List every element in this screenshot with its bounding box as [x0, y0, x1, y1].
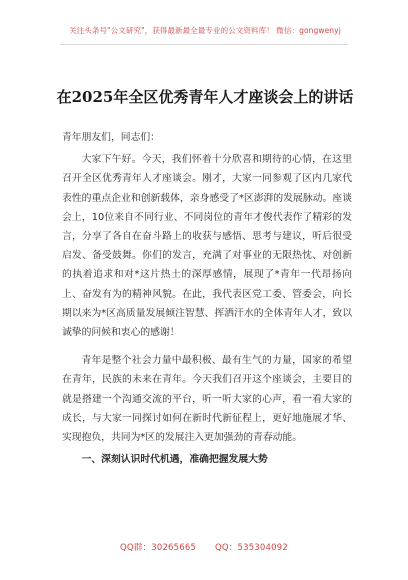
- body-paragraph-2: 青年是整个社会力量中最积极、最有生气的力量，国家的希望在青年，民族的未来在青年。今天我们召开这个座谈会，主要目的就是搭建一个沟通交流的平台，听一听大家的心声，看一看大家的成长，与大家一同探讨如何在新时代新征程上，更好地施展才华、实现抱负，共同为*区的发展注入更加强劲的青春动能。: [62, 355, 352, 444]
- document-body: [62, 128, 352, 469]
- section-heading: 一、深刻认识时代机遇，准确把握发展大势: [81, 454, 268, 466]
- body-paragraph-1: 大家下午好。今天，我们怀着十分欣喜和期待的心情，在这里召开全区优秀青年人才座谈会。刚才，大家一同参观了区内几家代表性的重点企业和创新载体，亲身感受了*区澎湃的发展脉动。座谈会上，10位来自不同行业、不同岗位的青年才俊代表作了精彩的发言，分享了各自在奋斗路上的收获与感悟、思考与建议，听后很受启发、备受鼓舞。你们的发言，充满了对事业的无限热忱、对创新的执着追求和对*这片热土的深厚感情，展现了*青年一代昂扬向上、奋发有为的精神风貌。在此，我代表区党工委、管委会，向长期以来为*区高质量发展倾注智慧、挥洒汗水的全体青年人才，致以诚挚的问候和衷心的感谢！: [62, 154, 352, 339]
- header-divider: [60, 44, 348, 45]
- footer-qq-contact: QQ：535304092: [215, 543, 288, 553]
- greeting-line: 青年朋友们，同志们：: [62, 132, 160, 143]
- footer-qq-group: QQ群：30265665: [120, 543, 197, 553]
- promo-footer: [0, 541, 408, 553]
- document-title: 在2025年全区优秀青年人才座谈会上的讲话: [56, 88, 354, 106]
- promo-header-note: 关注头条号"公文研究"，获得最新最全最专业的公文资料库！ 微信：gongwenyj: [69, 26, 341, 35]
